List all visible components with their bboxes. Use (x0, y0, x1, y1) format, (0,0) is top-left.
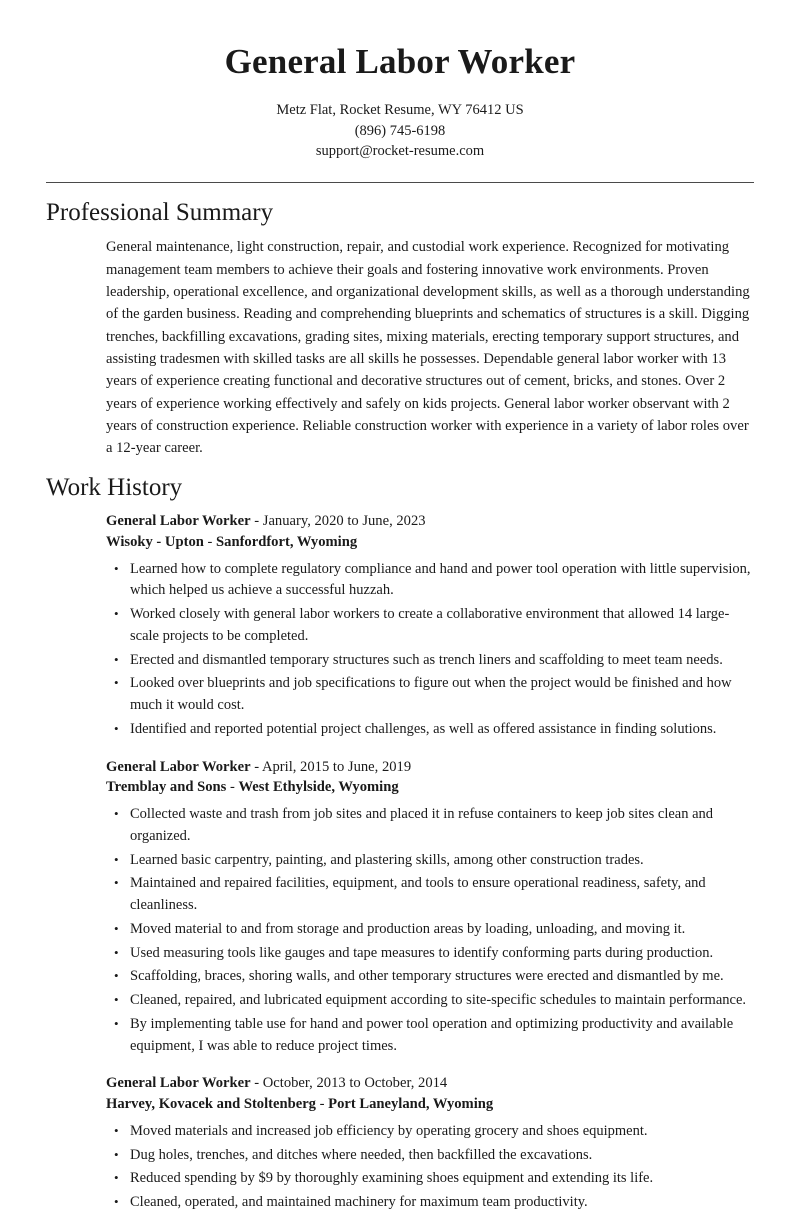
job-separator: - (207, 533, 213, 550)
list-item: • Cleaned, repaired, and lubricated equipment according to site-specific schedules to maintain performance. (128, 990, 752, 1012)
job-employer: Harvey, Kovacek and Stoltenberg (106, 1096, 316, 1113)
contact-email: support@rocket-resume.com (315, 143, 485, 160)
job-separator: - (254, 513, 260, 530)
list-item: • Worked closely with general labor workers to create a collaborative environment that allowed 14 large-scale projects to be completed. (128, 604, 752, 648)
job-entry (106, 757, 752, 1058)
job-separator: - (229, 779, 235, 796)
list-item: • Dug holes, trenches, and ditches where needed, then backfilled the excavations. (128, 1145, 752, 1167)
job-title: General Labor Worker (106, 1075, 251, 1092)
list-item: • By implementing table use for hand and power tool operation and optimizing productivity and available equipment, I was able to reduce project times. (128, 1014, 752, 1058)
job-separator: - (254, 1075, 260, 1092)
job-bullets (106, 559, 752, 741)
job-employer-line (106, 1094, 752, 1115)
list-item: • Learned basic carpentry, painting, and plastering skills, among other construction trades. (128, 850, 752, 872)
job-bullets (106, 1121, 752, 1214)
job-dates: October, 2013 to October, 2014 (262, 1075, 448, 1092)
job-location: West Ethylside, Wyoming (238, 779, 399, 796)
list-item: • Collected waste and trash from job sites and placed it in refuse containers to keep job sites clean and organized. (128, 804, 752, 848)
summary-text: General maintenance, light construction, repair, and custodial work experience. Recognized for motivating management team members to achieve their goals and fostering innovative work environments. Proven leadership, operational excellence, and organizational development skills, as well as a thorough understanding of the garden business. Reading and comprehending blueprints and schematics of structures is a skill. Digging trenches, backfilling excavations, grading sites, mixing materials, erecting temporary support structures, and assisting tradesmen with skilled tasks are all skills he possesses. Dependable general labor worker with 13 years of experience creating functional and decorative structures out of cement, bricks, and stones. Over 2 years of experience working effectively and safely on kids projects. General labor worker observant with 2 years of construction experience. Reliable construction worker with experience in a variety of labor roles over a 12-year career. (106, 239, 750, 457)
list-item: • Moved materials and increased job efficiency by operating grocery and shoes equipment. (128, 1121, 752, 1143)
list-item: • Used measuring tools like gauges and tape measures to identify conforming parts during production. (128, 943, 752, 965)
job-location: Port Laneyland, Wyoming (328, 1096, 494, 1113)
job-employer-line (106, 777, 752, 798)
section-heading-summary: Professional Summary (46, 198, 274, 226)
section-professional-summary (46, 199, 754, 460)
job-entry (106, 1073, 752, 1213)
list-item: • Identified and reported potential project challenges, as well as offered assistance in finding solutions. (128, 719, 752, 741)
contact-block (46, 100, 754, 162)
list-item: • Reduced spending by $9 by thoroughly examining shoes equipment and extending its life. (128, 1168, 752, 1190)
list-item: • Learned how to complete regulatory compliance and hand and power tool operation with little supervision, which helped us achieve a successful huzzah. (128, 559, 752, 603)
contact-address: Metz Flat, Rocket Resume, WY 76412 US (276, 102, 524, 119)
job-separator: - (254, 758, 260, 775)
job-separator: - (319, 1096, 325, 1113)
header-divider (46, 182, 754, 183)
section-work-history (46, 474, 754, 1214)
list-item: • Erected and dismantled temporary structures such as trench liners and scaffolding to meet team needs. (128, 650, 752, 672)
work-history-body (46, 511, 754, 1214)
page-title: General Labor Worker (224, 42, 576, 81)
job-bullets (106, 804, 752, 1057)
summary-body (46, 236, 754, 459)
job-title-line (106, 1073, 752, 1094)
job-title-line (106, 511, 752, 532)
job-employer: Wisoky - Upton (106, 533, 204, 550)
section-heading-work-history: Work History (46, 473, 183, 501)
list-item: • Cleaned, operated, and maintained machinery for maximum team productivity. (128, 1192, 752, 1214)
job-employer-line (106, 532, 752, 553)
job-title-line (106, 757, 752, 778)
job-location: Sanfordfort, Wyoming (216, 533, 358, 550)
job-title: General Labor Worker (106, 513, 251, 530)
list-item: • Maintained and repaired facilities, equipment, and tools to ensure operational readiness, safety, and cleanliness. (128, 873, 752, 917)
contact-phone: (896) 745-6198 (354, 122, 446, 139)
job-title: General Labor Worker (106, 758, 251, 775)
list-item: • Scaffolding, braces, shoring walls, and other temporary structures were erected and dismantled by me. (128, 966, 752, 988)
job-dates: January, 2020 to June, 2023 (262, 513, 426, 530)
list-item: • Moved material to and from storage and production areas by loading, unloading, and moving it. (128, 919, 752, 941)
list-item: • Looked over blueprints and job specifications to figure out when the project would be finished and how much it would cost. (128, 673, 752, 717)
job-dates: April, 2015 to June, 2019 (261, 758, 412, 775)
job-employer: Tremblay and Sons (106, 779, 227, 796)
job-entry (106, 511, 752, 740)
